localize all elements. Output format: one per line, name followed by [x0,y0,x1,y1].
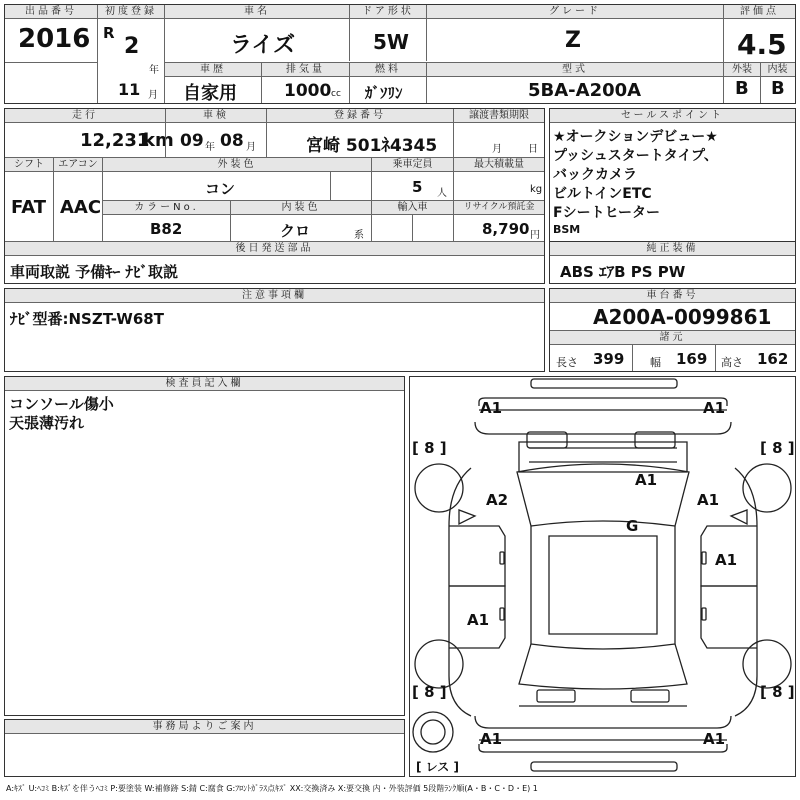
inspector-label: 検査員記入欄 [5,377,404,391]
transfer-month-unit: 月 [492,144,502,155]
length-label: 長さ [556,356,578,369]
reg-month: 11 [118,80,141,99]
capacity-label: 乗車定員 [372,158,453,172]
recycle-unit: 円 [530,230,540,241]
max-load-label: 最大積載量 [454,158,544,172]
inspection-month-unit: 月 [246,142,256,153]
mark-front-right: A1 [703,399,726,417]
inspection-label: 車検 [166,109,266,123]
era-letter: R [103,24,115,42]
model-value: 5BA-A200A [528,80,642,101]
later-parts-value: 車両取説 予備ｷｰ ﾅﾋﾞ取説 [10,263,178,281]
int-color-value: クロ [280,222,311,240]
capacity-value: 5 [412,178,423,196]
score-value: 4.5 [737,28,787,61]
year-unit: 年 [149,65,159,76]
fuel-label: 燃料 [350,63,426,77]
equipment-value: ABS ｴｱB PS PW [560,263,686,281]
height-value: 162 [757,350,789,368]
shift-label: シフト [5,158,53,172]
model-label: 型式 [427,63,723,77]
displacement-unit: cc [331,89,341,99]
mark-spare: [ レス ] [416,760,459,774]
inspector-note: 天張薄汚れ [9,414,85,432]
grade-label: グレード [427,5,723,19]
equipment-label: 純正装備 [550,242,795,256]
mark-tire-fr: [ 8 ] [760,439,795,457]
mark-tire-fl: [ 8 ] [412,439,447,457]
later-parts-label: 後日発送部品 [5,242,544,256]
height-label: 高さ [721,356,743,369]
chassis-number: A200A-0099861 [593,305,772,329]
mileage-unit: km [143,130,174,151]
capacity-unit: 人 [437,188,447,199]
notes-label: 注意事項欄 [5,289,544,303]
legend-text: A:ｷｽﾞ U:ﾍｺﾐ B:ｷｽﾞを伴うﾍｺﾐ P:要塗装 W:補修跡 S:錆 C:腐食 G:ﾌﾛﾝﾄｶﾞﾗｽ点ｷｽﾞ XX:交換済み X:要交換 内・外装評価 5段階ﾗﾝｸ順(A・B・C・D・E) 1 [6,784,538,793]
ext-color-label: 外装色 [103,158,371,172]
sales-point-line: BSM [553,223,581,236]
ac-value: AAC [60,197,102,218]
plate-label: 登録番号 [267,109,453,123]
car-name: ライズ [230,33,296,58]
fuel-value: ｶﾞｿﾘﾝ [365,84,403,102]
mark-windshield: G [626,517,639,535]
mileage-label: 走行 [5,109,165,123]
shift-value: FAT [11,197,47,218]
inspector-note: コンソール傷小 [9,395,114,413]
inspection-year-unit: 年 [205,142,215,153]
mark-right-door: A1 [715,551,738,569]
reg-year: 2 [124,34,140,59]
lot-label: 出品番号 [5,5,97,19]
lot-number: 2016 [18,24,91,54]
import-label: 輸入車 [372,201,453,215]
mark-left-fender: A2 [486,491,509,509]
history-label: 車歴 [165,63,261,77]
spec-label: 諸元 [550,331,795,345]
int-color-unit: 系 [354,230,364,241]
plate-value: 宮崎 501ﾈ4345 [306,136,438,156]
ext-color-value: コン [205,180,236,198]
transfer-day-unit: 日 [528,144,538,155]
score-label: 評価点 [724,5,795,19]
car-diagram [409,376,796,777]
history-value: 自家用 [183,83,237,104]
displacement-label: 排気量 [262,63,349,77]
mark-rear-left: A1 [480,730,503,748]
month-unit: 月 [148,90,158,101]
max-load-unit: kg [530,184,543,195]
recycle-label: リサイクル預託金 [454,201,544,215]
sales-point-line: バックカメラ [553,167,637,183]
displacement-value: 1000 [284,81,332,101]
mark-rear-right: A1 [703,730,726,748]
notes-value: ﾅﾋﾞ型番:NSZT-W68T [10,310,164,328]
mark-left-rear-door: A1 [467,611,490,629]
recycle-value: 8,790 [482,220,530,238]
sales-points-label: セールスポイント [550,109,795,123]
sales-point-line: プッシュスタートタイプ、 [553,148,718,164]
color-no-label: カラーNo. [103,201,230,215]
int-color-label: 内装色 [231,201,371,215]
car-name-label: 車名 [165,5,349,19]
chassis-label: 車台番号 [550,289,795,303]
mark-front-left: A1 [480,399,503,417]
mark-roof: A1 [635,471,658,489]
grade-value: Z [565,28,581,53]
interior-label: 内装 [760,63,795,77]
mark-tire-rr: [ 8 ] [760,683,795,701]
door-type: 5W [373,30,409,54]
mileage-value: 12,231 [80,130,150,151]
width-label: 幅 [650,356,661,369]
ac-label: エアコン [54,158,102,172]
office-label: 事務局よりご案内 [5,720,404,734]
mark-right-fender: A1 [697,491,720,509]
exterior-grade: B [735,78,749,99]
color-no-value: B82 [150,220,183,238]
width-value: 169 [676,350,708,368]
sales-point-line: ビルトインETC [553,186,652,202]
first-reg-label: 初度登録 [98,5,164,19]
door-label: ドア形状 [350,5,426,19]
inspection-year: 09 [180,131,204,151]
sales-point-line: ★オークションデビュー★ [553,129,718,145]
sales-point-line: Fシートヒーター [553,205,661,221]
transfer-label: 譲渡書類期限 [454,109,544,123]
length-value: 399 [593,350,625,368]
mark-tire-rl: [ 8 ] [412,683,447,701]
interior-grade: B [771,78,785,99]
inspection-month: 08 [220,131,244,151]
exterior-label: 外装 [724,63,760,77]
